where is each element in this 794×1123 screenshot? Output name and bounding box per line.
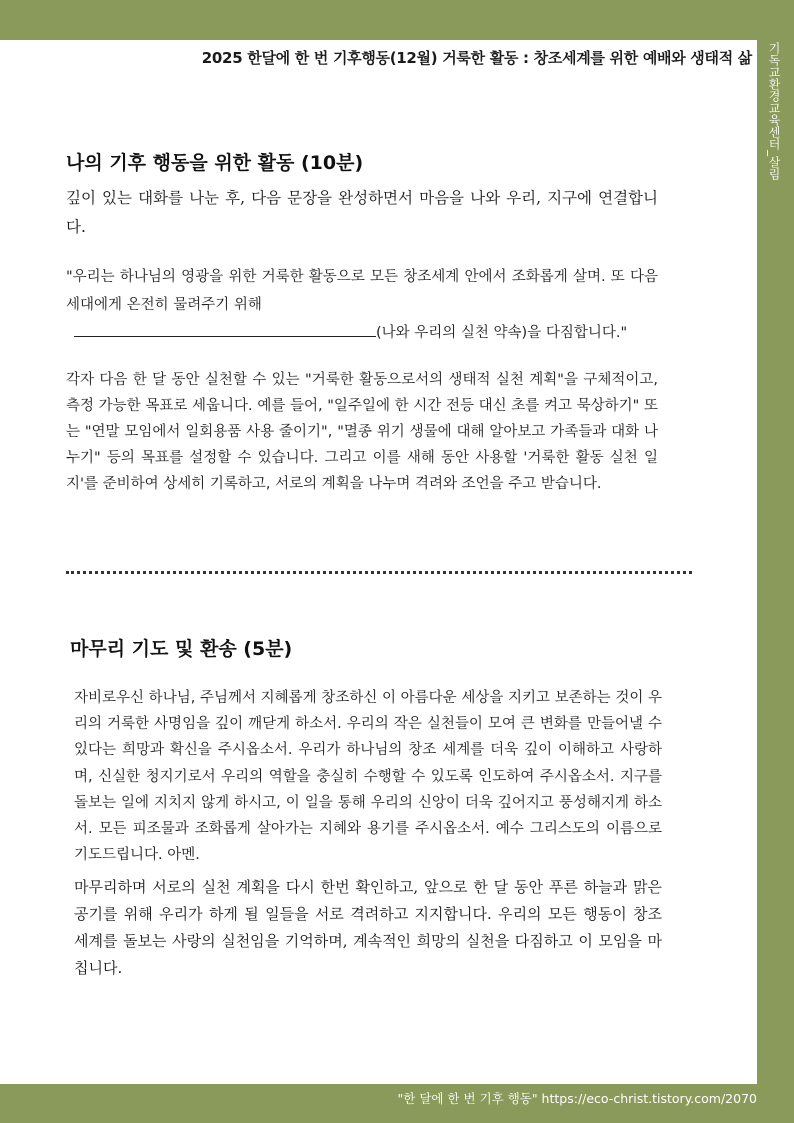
section1-heading: 나의 기후 행동을 위한 활동 (10분) — [66, 152, 364, 174]
section1-body: 각자 다음 한 달 동안 실천할 수 있는 "거룩한 활동으로서의 생태적 실천 계획"을 구체적이고, 측정 가능한 목표로 세웁니다. 예를 들어, "일주일에 한 시간 전등 대신 초를 켜고 묵상하기" 또는 "연말 모임에서 일회용품 사용 줄이기", "멸종 위기 생물에 대해 알아보고 가족들과 대화 나누기" 등의 목표를 설정할 수 있습니다. 그리고 이를 새해 동안 사용할 '거룩한 활동 실천 일지'를 준비하여 상세히 기록하고, 서로의 계획을 나누며 격려와 조언을 주고 받습니다. — [66, 372, 658, 492]
page-header-title: 2025 한달에 한 번 기후행동(12월) 거룩한 활동 : 창조세계를 위한 예배와 생태적 삶 — [201, 49, 752, 67]
section1-intro: 깊이 있는 대화를 나눈 후, 다음 문장을 완성하면서 마음을 나와 우리, 지구에 연결합니다. — [66, 189, 658, 236]
footer-text: "한 달에 한 번 기후 행동" https://eco-christ.tistory.com/2070 — [397, 1091, 757, 1106]
blank-line — [74, 322, 376, 337]
closing-remarks: 마무리하며 서로의 실천 계획을 다시 한번 확인하고, 앞으로 한 달 동안 푸른 하늘과 맑은 공기를 위해 우리가 하게 될 일들을 서로 격려하고 지지합니다. 우리의 모든 행동이 창조 세계를 돌보는 사랑의 실천임을 기억하며, 계속적인 희망의 실천을 다짐하고 이 모임을 마칩니다. — [74, 878, 662, 977]
section1-quote — [66, 263, 658, 347]
side-organization-label: 기독교환경교육센터_살림 — [767, 42, 781, 180]
quote-line2: (나와 우리의 실천 약속)을 다짐합니다." — [376, 325, 628, 341]
dotted-divider — [66, 571, 692, 574]
top-band — [0, 0, 794, 40]
section2-heading: 마무리 기도 및 환송 (5분) — [70, 638, 293, 660]
closing-prayer: 자비로우신 하나님, 주님께서 지혜롭게 창조하신 이 아름다운 세상을 지키고 보존하는 것이 우리의 거룩한 사명임을 깊이 깨닫게 하소서. 우리의 작은 실천들이 모여 큰 변화를 만들어낼 수 있다는 희망과 확신을 주시옵소서. 우리가 하나님의 창조 세계를 더욱 깊이 이해하고 사랑하며, 신실한 청지기로서 우리의 역할을 충실히 수행할 수 있도록 인도하여 주시옵소서. 지구를 돌보는 일에 지치지 않게 하시고, 이 일을 통해 우리의 신앙이 더욱 깊어지고 풍성해지게 하소서. 모든 피조물과 조화롭게 살아가는 지혜와 용기를 주시옵소서. 예수 그리스도의 이름으로 기도드립니다. 아멘. — [74, 690, 662, 864]
quote-line1: "우리는 하나님의 영광을 위한 거룩한 활동으로 모든 창조세계 안에서 조화롭게 살며. 또 다음 세대에게 온전히 물려주기 위해 — [66, 269, 658, 313]
